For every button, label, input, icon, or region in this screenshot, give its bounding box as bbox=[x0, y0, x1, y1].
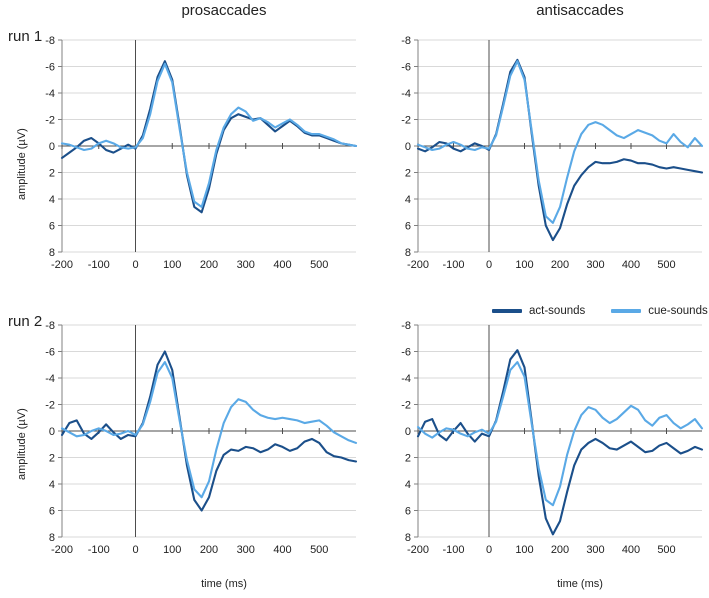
svg-text:-200: -200 bbox=[50, 544, 74, 556]
svg-text:0: 0 bbox=[404, 426, 411, 438]
svg-text:400: 400 bbox=[273, 544, 292, 556]
svg-text:2: 2 bbox=[48, 167, 55, 180]
svg-text:-8: -8 bbox=[45, 320, 55, 332]
svg-text:8: 8 bbox=[404, 247, 411, 259]
x-axis-label-antisaccades: time (ms) bbox=[557, 578, 603, 590]
svg-text:8: 8 bbox=[48, 532, 55, 544]
column-title-antisaccades: antisaccades bbox=[536, 2, 624, 19]
svg-text:100: 100 bbox=[163, 259, 182, 271]
svg-text:-6: -6 bbox=[401, 61, 411, 74]
svg-text:8: 8 bbox=[404, 532, 411, 544]
legend-label-act-sounds: act-sounds bbox=[529, 305, 586, 317]
svg-text:-4: -4 bbox=[45, 88, 55, 100]
svg-text:-200: -200 bbox=[50, 259, 74, 271]
svg-text:6: 6 bbox=[404, 220, 411, 233]
svg-text:300: 300 bbox=[236, 544, 255, 556]
svg-text:400: 400 bbox=[273, 259, 292, 271]
svg-text:2: 2 bbox=[48, 452, 55, 465]
legend-label-cue-sounds: cue-sounds bbox=[648, 305, 708, 317]
svg-text:0: 0 bbox=[48, 141, 55, 153]
svg-text:-100: -100 bbox=[442, 544, 465, 556]
row-label-run1: run 1 bbox=[8, 28, 43, 45]
svg-text:-200: -200 bbox=[406, 259, 430, 271]
svg-text:-100: -100 bbox=[87, 544, 110, 556]
svg-text:0: 0 bbox=[48, 426, 55, 438]
svg-text:-2: -2 bbox=[45, 114, 55, 127]
svg-text:-6: -6 bbox=[45, 346, 55, 359]
svg-text:-200: -200 bbox=[406, 544, 430, 556]
svg-text:8: 8 bbox=[48, 247, 55, 259]
svg-text:0: 0 bbox=[132, 259, 139, 271]
svg-text:300: 300 bbox=[236, 259, 255, 271]
chart-prosaccades-run2 bbox=[22, 313, 362, 573]
svg-text:-100: -100 bbox=[442, 259, 465, 271]
svg-text:500: 500 bbox=[310, 544, 329, 556]
svg-text:500: 500 bbox=[310, 259, 329, 271]
svg-text:200: 200 bbox=[550, 544, 570, 556]
svg-text:-4: -4 bbox=[45, 373, 55, 385]
svg-text:200: 200 bbox=[550, 259, 570, 271]
svg-text:4: 4 bbox=[404, 194, 411, 206]
svg-text:4: 4 bbox=[48, 479, 55, 491]
svg-text:500: 500 bbox=[657, 544, 676, 556]
svg-text:0: 0 bbox=[404, 141, 411, 153]
svg-text:100: 100 bbox=[515, 544, 534, 556]
y-axis-label-run2: amplitude (µV) bbox=[16, 408, 28, 480]
svg-text:-8: -8 bbox=[45, 35, 55, 47]
y-axis-label-run1: amplitude (µV) bbox=[16, 128, 28, 200]
svg-text:-6: -6 bbox=[401, 346, 411, 359]
svg-text:-2: -2 bbox=[401, 114, 411, 127]
chart-antisaccades-run2 bbox=[378, 313, 708, 573]
svg-text:2: 2 bbox=[404, 452, 411, 465]
row-label-run2: run 2 bbox=[8, 313, 43, 330]
svg-text:-100: -100 bbox=[87, 259, 110, 271]
svg-text:200: 200 bbox=[199, 259, 219, 271]
svg-text:4: 4 bbox=[48, 194, 55, 206]
svg-text:-4: -4 bbox=[401, 88, 411, 100]
svg-text:500: 500 bbox=[657, 259, 676, 271]
chart-antisaccades-run1 bbox=[378, 28, 708, 288]
svg-text:200: 200 bbox=[199, 544, 219, 556]
svg-text:6: 6 bbox=[48, 220, 55, 233]
svg-text:-2: -2 bbox=[45, 399, 55, 412]
chart-prosaccades-run1 bbox=[22, 28, 362, 288]
svg-text:300: 300 bbox=[586, 259, 605, 271]
svg-text:2: 2 bbox=[404, 167, 411, 180]
svg-text:100: 100 bbox=[163, 544, 182, 556]
x-axis-label-prosaccades: time (ms) bbox=[201, 578, 247, 590]
svg-text:-2: -2 bbox=[401, 399, 411, 412]
svg-text:6: 6 bbox=[48, 505, 55, 518]
svg-text:100: 100 bbox=[515, 259, 534, 271]
svg-text:-8: -8 bbox=[401, 35, 411, 47]
svg-text:6: 6 bbox=[404, 505, 411, 518]
svg-text:400: 400 bbox=[621, 544, 641, 556]
svg-text:-4: -4 bbox=[401, 373, 411, 385]
column-title-prosaccades: prosaccades bbox=[181, 2, 267, 19]
svg-text:300: 300 bbox=[586, 544, 605, 556]
svg-text:0: 0 bbox=[132, 544, 139, 556]
svg-text:0: 0 bbox=[485, 544, 493, 556]
svg-text:0: 0 bbox=[485, 259, 493, 271]
svg-text:400: 400 bbox=[621, 259, 641, 271]
svg-text:4: 4 bbox=[404, 479, 411, 491]
svg-text:-8: -8 bbox=[401, 320, 411, 332]
svg-text:-6: -6 bbox=[45, 61, 55, 74]
